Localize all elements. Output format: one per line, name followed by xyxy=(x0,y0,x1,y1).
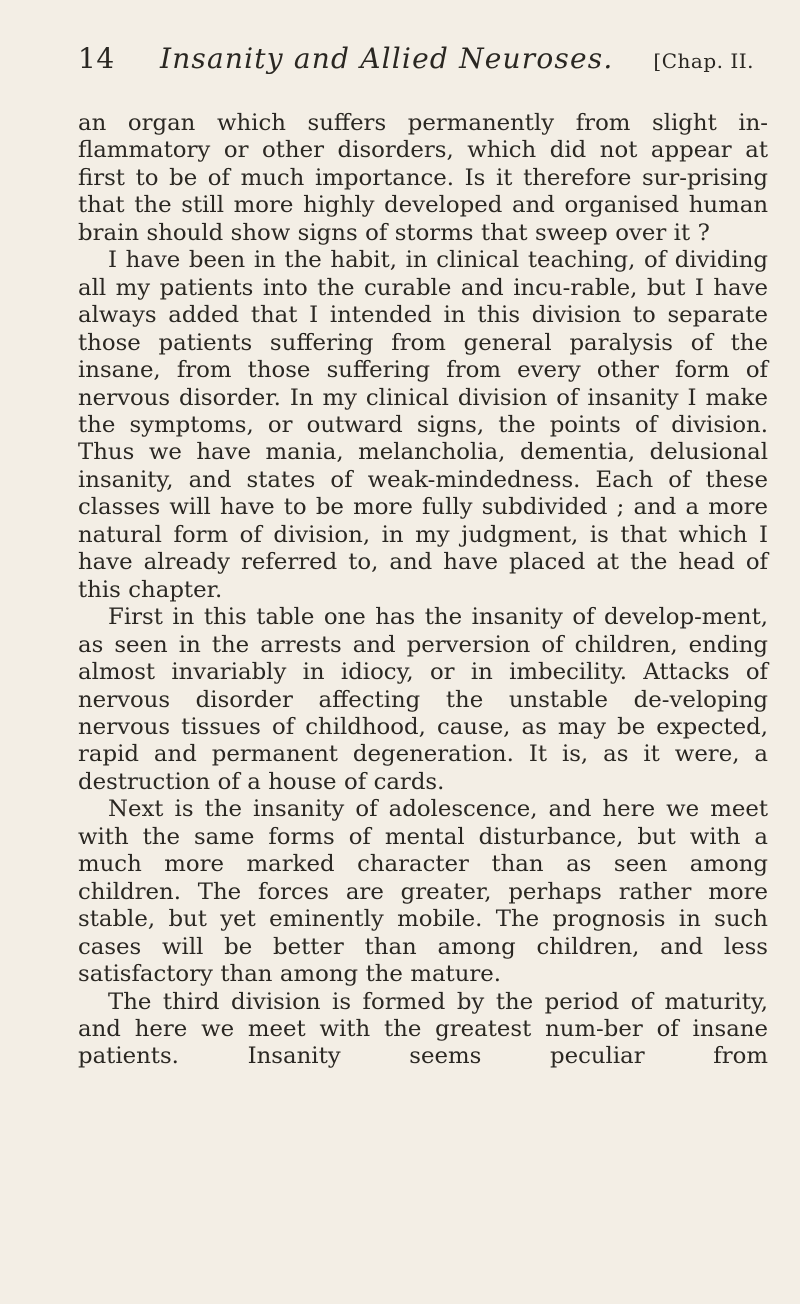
paragraph-5: The third division is formed by the period of maturity, and here we meet with the greatest num-ber of insane patients. Insanity seems peculiar from xyxy=(78,988,768,1070)
paragraph-1: an organ which suffers permanently from slight in-flammatory or other disorders, which did not appear at first to be of much importance. Is it therefore sur-prising that the still more highly developed and organised human brain should show signs of storms that sweep over it ? xyxy=(78,110,768,246)
running-header xyxy=(78,42,764,86)
page-number: 14 xyxy=(78,42,115,75)
paragraph-2: I have been in the habit, in clinical teaching, of dividing all my patients into the curable and incu-rable, but I have always added that I intended in this division to separate those patients suffering from general paralysis of the insane, from those suffering from every other form of nervous disorder. In my clinical division of insanity I make the symptoms, or outward signs, the points of division. Thus we have mania, melancholia, dementia, delusional insanity, and states of weak-mindedness. Each of these classes will have to be more fully subdivided ; and a more natural form of division, in my judgment, is that which I have already referred to, and have placed at the head of this chapter. xyxy=(78,247,768,603)
chapter-reference: [Chap. II. xyxy=(653,49,754,73)
paragraph-3: First in this table one has the insanity of develop-ment, as seen in the arrests and perversion of children, ending almost invariably in idiocy, or in imbecility. Attacks of nervous disorder affecting the unstable de-veloping nervous tissues of childhood, cause, as may be expected, rapid and permanent degeneration. It is, as it were, a destruction of a house of cards. xyxy=(78,604,768,795)
running-title: Insanity and Allied Neuroses. xyxy=(159,42,614,75)
paragraph-4: Next is the insanity of adolescence, and here we meet with the same forms of mental disturbance, but with a much more marked character than as seen among children. The forces are greater, perhaps rather more stable, but yet eminently mobile. The prognosis in such cases will be better than among children, and less satisfactory than among the mature. xyxy=(78,796,768,988)
body-text xyxy=(78,110,768,1071)
